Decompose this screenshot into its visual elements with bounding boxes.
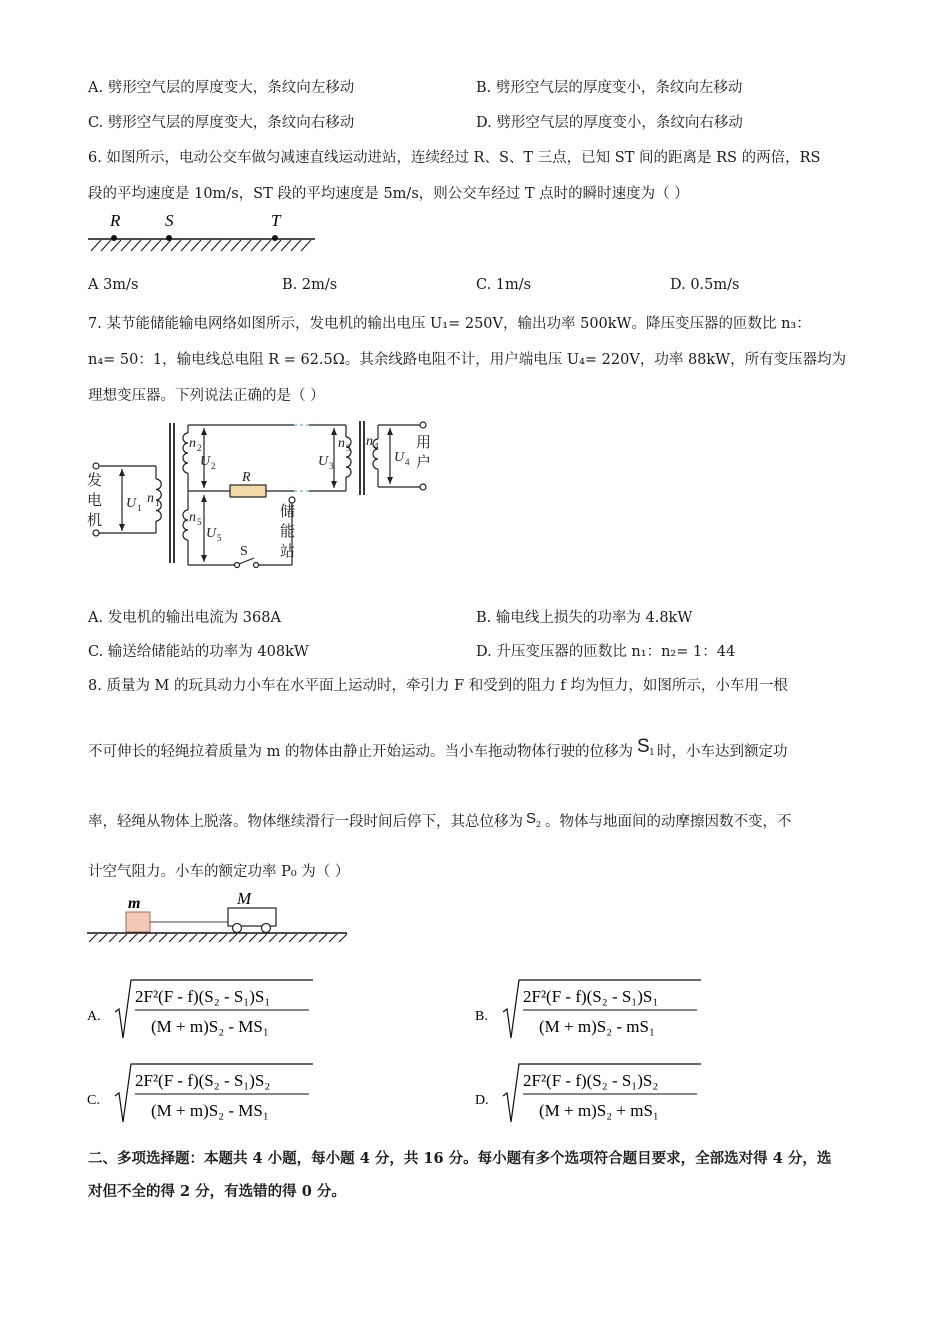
q7-label-u3: U: [318, 454, 329, 469]
q7-label-storage-2: 能: [280, 524, 296, 540]
q6-option-d: D. 0.5m/s: [670, 277, 740, 293]
q7-stem-line1: 7. 某节能储能输电网络如图所示，发电机的输出电压 U₁= 250V，输出功率 500kW。降压变压器的匝数比 n₃：: [88, 316, 811, 332]
svg-text:B.: B.: [475, 1009, 488, 1024]
q6-label-r: R: [110, 211, 121, 230]
q7-label-u1: U: [126, 496, 137, 511]
svg-text:2: 2: [211, 461, 216, 471]
q5-option-c: C. 劈形空气层的厚度变大，条纹向右移动: [88, 115, 355, 131]
section2-heading-line1: 二、多项选择题：本题共 4 小题，每小题 4 分，共 16 分。每小题有多个选项符合题目要求，全部选对得 4 分，选: [88, 1150, 832, 1167]
q8-label-m: m: [128, 895, 141, 912]
q7-stem-line3: 理想变压器。下列说法正确的是（ ）: [88, 388, 325, 404]
q7-label-switch: S: [240, 544, 248, 559]
q8-cart-wheel-right: [262, 924, 271, 933]
q7-label-storage-3: 站: [280, 544, 296, 560]
q7-label-n1: n: [147, 491, 154, 506]
q5-option-a: A. 劈形空气层的厚度变大，条纹向左移动: [88, 80, 355, 96]
q8-s1-symbol: S: [636, 736, 650, 757]
q6-stem-line1: 6. 如图所示，电动公交车做匀减速直线运动进站，连续经过 R、S、T 三点，已知 ST 间的距离是 RS 的两倍，RS: [88, 150, 821, 166]
q6-option-a: A 3m/s: [88, 277, 139, 293]
q5-option-b: B. 劈形空气层的厚度变小，条纹向左移动: [476, 80, 743, 96]
svg-text:3: 3: [346, 443, 351, 453]
svg-text:1: 1: [137, 503, 142, 513]
q8-stem-line2: 不可伸长的轻绳拉着质量为 m 的物体由静止开始运动。当小车拖动物体行驶的位移为 S 1 时，小车达到额定功: [88, 736, 788, 760]
q6-figure-road: [85, 208, 320, 260]
q7-label-user-2: 户: [416, 455, 432, 471]
q7-label-generator-3: 机: [87, 513, 103, 529]
q7-label-n4: n: [366, 434, 373, 449]
q8-stem-line1: 8. 质量为 M 的玩具动力小车在水平面上运动时，牵引力 F 和受到的阻力 f 均为恒力，如图所示，小车用一根: [88, 678, 788, 694]
q8-block-m: [126, 912, 150, 932]
svg-text:4: 4: [405, 457, 410, 467]
q6-ground-hatch: [91, 240, 311, 251]
q7-option-a: A. 发电机的输出电流为 368A: [88, 610, 281, 626]
q8-option-b: [473, 972, 713, 1044]
q6-label-t: T: [271, 211, 281, 230]
q7-label-storage-1: 储: [280, 504, 296, 520]
svg-text:A.: A.: [87, 1009, 101, 1024]
svg-text:(M + m)S₂ + mS₁: (M + m)S₂ + mS₁: [539, 1101, 659, 1120]
section2-heading-line2: 对但不全的得 2 分，有选错的得 0 分。: [88, 1183, 346, 1200]
q7-label-user-1: 用: [416, 435, 432, 451]
svg-text:(M + m)S₂ - MS₁: (M + m)S₂ - MS₁: [151, 1101, 269, 1120]
q6-option-b: B. 2m/s: [282, 277, 338, 293]
q8-label-big-m: M: [237, 889, 252, 908]
svg-text:4: 4: [374, 441, 379, 451]
q5-option-d: D. 劈形空气层的厚度变小，条纹向右移动: [476, 115, 743, 131]
q7-label-generator-1: 发: [87, 473, 103, 489]
q6-option-c: C. 1m/s: [476, 277, 532, 293]
q8-option-a: [85, 972, 325, 1044]
svg-text:D.: D.: [475, 1093, 489, 1108]
q6-point-r: [111, 235, 117, 241]
svg-text:5: 5: [217, 533, 222, 543]
q7-option-d: D. 升压变压器的匝数比 n₁：n₂= 1：44: [476, 644, 736, 660]
q8-figure-cart: [85, 888, 355, 944]
q7-label-n3: n: [338, 436, 345, 451]
q7-circuit-diagram: [84, 415, 444, 575]
svg-text:C.: C.: [87, 1093, 100, 1108]
q7-option-c: C. 输送给储能站的功率为 408kW: [88, 644, 309, 660]
q7-label-u5: U: [206, 526, 217, 541]
svg-text:2F²(F - f)(S₂ - S₁)S₂: 2F²(F - f)(S₂ - S₁)S₂: [135, 1071, 271, 1090]
q7-label-generator-2: 电: [87, 493, 103, 509]
svg-text:5: 5: [197, 517, 202, 527]
svg-text:(M + m)S₂ - MS₁: (M + m)S₂ - MS₁: [151, 1017, 269, 1036]
svg-text:2F²(F - f)(S₂ - S₁)S₁: 2F²(F - f)(S₂ - S₁)S₁: [523, 987, 659, 1006]
q7-label-n5: n: [189, 510, 196, 525]
q7-stem-line2: n₄= 50：1，输电线总电阻 R = 62.5Ω。其余线路电阻不计，用户端电压 U₄= 220V，功率 88kW，所有变压器均为: [88, 352, 847, 368]
q8-cart-wheel-left: [233, 924, 242, 933]
q6-label-s: S: [165, 211, 174, 230]
q8-stem-line4: 计空气阻力。小车的额定功率 P₀ 为（ ）: [88, 864, 350, 880]
svg-text:2F²(F - f)(S₂ - S₁)S₂: 2F²(F - f)(S₂ - S₁)S₂: [523, 1071, 659, 1090]
q6-point-t: [272, 235, 278, 241]
svg-text:1: 1: [155, 498, 160, 508]
q8-ground-hatch: [89, 934, 347, 942]
q8-s2-symbol: S: [526, 810, 537, 827]
q8-option-d: [473, 1056, 713, 1128]
q7-label-u4: U: [394, 450, 405, 465]
svg-text:(M + m)S₂ - mS₁: (M + m)S₂ - mS₁: [539, 1017, 655, 1036]
q6-stem-line2: 段的平均速度是 10m/s，ST 段的平均速度是 5m/s，则公交车经过 T 点时的瞬时速度为（ ）: [88, 186, 689, 202]
svg-text:2: 2: [197, 443, 202, 453]
q8-stem-line3: 率，轻绳从物体上脱落。物体继续滑行一段时间后停下，其总位移为 S 2 。物体与地面间的动摩擦因数不变，不: [88, 810, 792, 830]
q7-label-n2: n: [189, 436, 196, 451]
svg-text:2F²(F - f)(S₂ - S₁)S₁: 2F²(F - f)(S₂ - S₁)S₁: [135, 987, 271, 1006]
q7-option-b: B. 输电线上损失的功率为 4.8kW: [476, 610, 693, 626]
q7-label-resistor: R: [242, 470, 251, 485]
q8-option-c: [85, 1056, 325, 1128]
q7-label-u2: U: [200, 454, 211, 469]
svg-text:3: 3: [329, 461, 334, 471]
